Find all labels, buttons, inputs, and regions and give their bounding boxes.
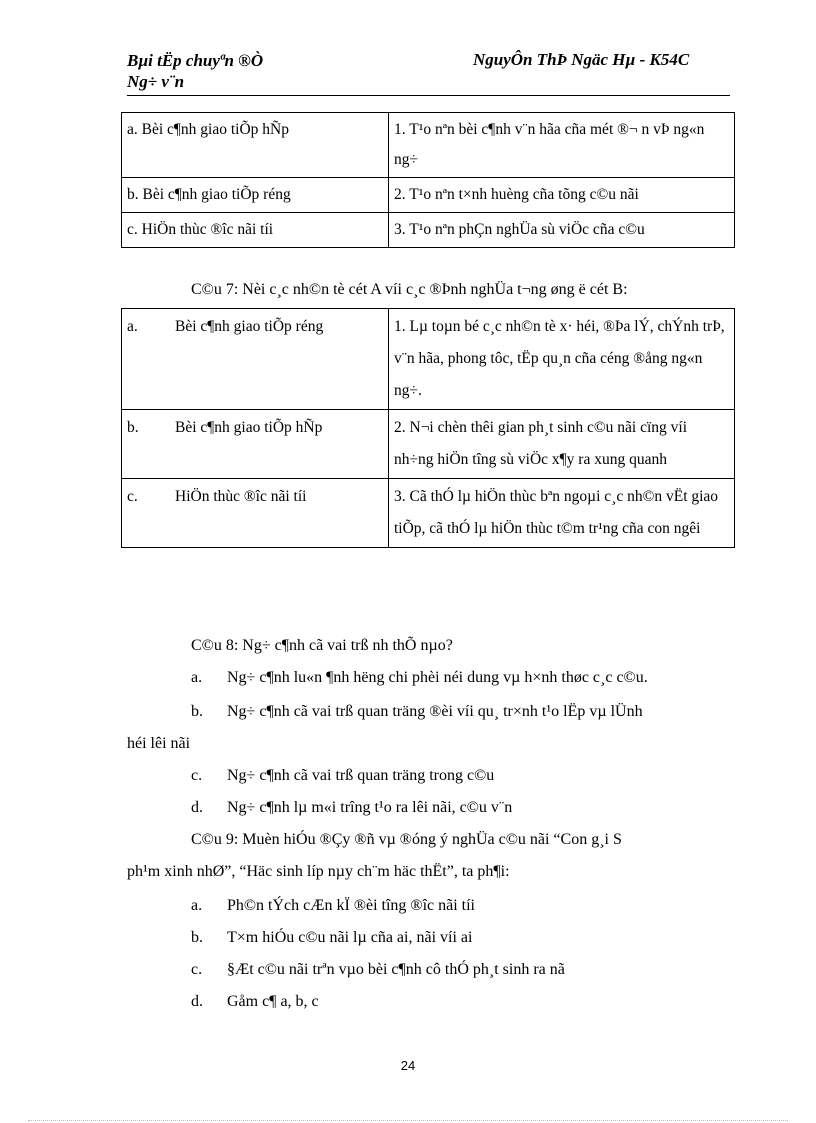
option-letter: c.	[191, 961, 203, 978]
table-cell-right: 1. T¹o nªn bèi c¶nh v¨n hãa cña mét ®¬ n vÞ ng«n ng÷	[389, 113, 735, 178]
header-author: NguyÔn ThÞ Ngäc Hµ - K54C	[473, 50, 690, 69]
option-text: Ng÷ c¶nh lµ m«i trîng t¹o ra lêi nãi, c©u v¨n	[227, 799, 513, 816]
option-letter: b.	[191, 703, 203, 720]
table-cell-right: 2. T¹o nªn t×nh huèng cña tõng c©u nãi	[389, 178, 735, 213]
row-letter: a.	[127, 318, 138, 335]
list-item	[191, 992, 203, 1012]
page-edge-divider	[28, 1120, 788, 1121]
table-cell-left	[122, 479, 389, 548]
question-9-prompt-continued: ph¹m xinh nhØ”, “Häc sinh líp nµy ch¨m häc thËt”, ta ph¶i:	[127, 863, 510, 880]
question-9-prompt: C©u 9: Muèn hiÓu ®Çy ®ñ vµ ®óng ý nghÜa c©u nãi “Con g¸i S	[191, 831, 622, 848]
option-letter: b.	[191, 929, 203, 946]
header-divider	[127, 95, 730, 96]
list-item	[191, 702, 203, 722]
list-item	[191, 928, 203, 948]
option-letter: a.	[191, 669, 203, 686]
list-item	[191, 668, 202, 688]
table-cell-left	[122, 410, 389, 479]
option-letter: d.	[191, 993, 203, 1010]
question-7-prompt: C©u 7: Nèi c¸c nh©n tè cét A víi c¸c ®Þnh nghÜa t¬ng øng ë cét B:	[191, 281, 628, 298]
option-letter: d.	[191, 799, 203, 816]
row-letter: b.	[127, 419, 139, 436]
page-number: 24	[400, 1058, 416, 1073]
row-term: HiÖn thùc ®îc nãi tíi	[175, 488, 307, 505]
table-cell-left: b. Bèi c¶nh giao tiÕp réng	[122, 178, 389, 213]
table-row	[122, 309, 735, 410]
table-cell-right: 2. N¬i chèn thêi gian ph¸t sinh c©u nãi cïng víi nh÷ng hiÖn tîng sù viÖc x¶y ra xung quanh	[389, 410, 735, 479]
table-cell-right: 3. Cã thÓ lµ hiÖn thùc bªn ngoµi c¸c nh©n vËt giao tiÕp, cã thÓ lµ hiÖn thùc t©m tr¹ng cña con ngêi	[389, 479, 735, 548]
table-cell-right: 3. T¹o nªn phÇn nghÜa sù viÖc cña c©u	[389, 213, 735, 248]
option-text: Ph©n tÝch cÆn kÏ ®èi tîng ®îc nãi tíi	[227, 897, 475, 914]
table-cell-right: 1. Lµ toµn bé c¸c nh©n tè x· héi, ®Þa lÝ, chÝnh trÞ, v¨n hãa, phong tôc, tËp qu¸n cña céng ®ång ng«n ng÷.	[389, 309, 735, 410]
option-text: §Æt c©u nãi trªn vµo bèi c¶nh cô thÓ ph¸t sinh ra nã	[227, 961, 565, 978]
question-8-prompt: C©u 8: Ng÷ c¶nh cã vai trß nh thÕ nµo?	[191, 637, 453, 654]
option-text: Ng÷ c¶nh lu«n ¶nh hëng chi phèi néi dung vµ h×nh thøc c¸c c©u.	[227, 669, 648, 686]
row-letter: c.	[127, 488, 138, 505]
list-item	[191, 766, 202, 786]
list-item	[191, 896, 202, 916]
header-title-line1: Bµi tËp chuyªn ®Ò	[127, 51, 264, 70]
header-title-line2: Ng÷ v¨n	[127, 72, 185, 91]
table-row	[122, 213, 735, 248]
matching-table-1	[121, 112, 735, 248]
table-cell-left: a. Bèi c¶nh giao tiÕp hÑp	[122, 113, 389, 178]
list-item	[191, 960, 202, 980]
list-item	[191, 798, 203, 818]
option-letter: c.	[191, 767, 203, 784]
option-text-continued: héi lêi nãi	[127, 735, 191, 752]
row-term: Bèi c¶nh giao tiÕp réng	[175, 318, 324, 335]
header-title	[127, 50, 263, 92]
option-letter: a.	[191, 897, 203, 914]
table-row	[122, 113, 735, 178]
table-row	[122, 479, 735, 548]
table-cell-left: c. HiÖn thùc ®îc nãi tíi	[122, 213, 389, 248]
table-row	[122, 410, 735, 479]
table-cell-left	[122, 309, 389, 410]
row-term: Bèi c¶nh giao tiÕp hÑp	[175, 419, 323, 436]
option-text: Ng÷ c¶nh cã vai trß quan träng trong c©u	[227, 767, 495, 784]
option-text: T×m hiÓu c©u nãi lµ cña ai, nãi víi ai	[227, 929, 473, 946]
matching-table-2	[121, 308, 735, 548]
table-row	[122, 178, 735, 213]
option-text: Gåm c¶ a, b, c	[227, 993, 319, 1010]
option-text: Ng÷ c¶nh cã vai trß quan träng ®èi víi qu¸ tr×nh t¹o lËp vµ lÜnh	[227, 703, 643, 720]
